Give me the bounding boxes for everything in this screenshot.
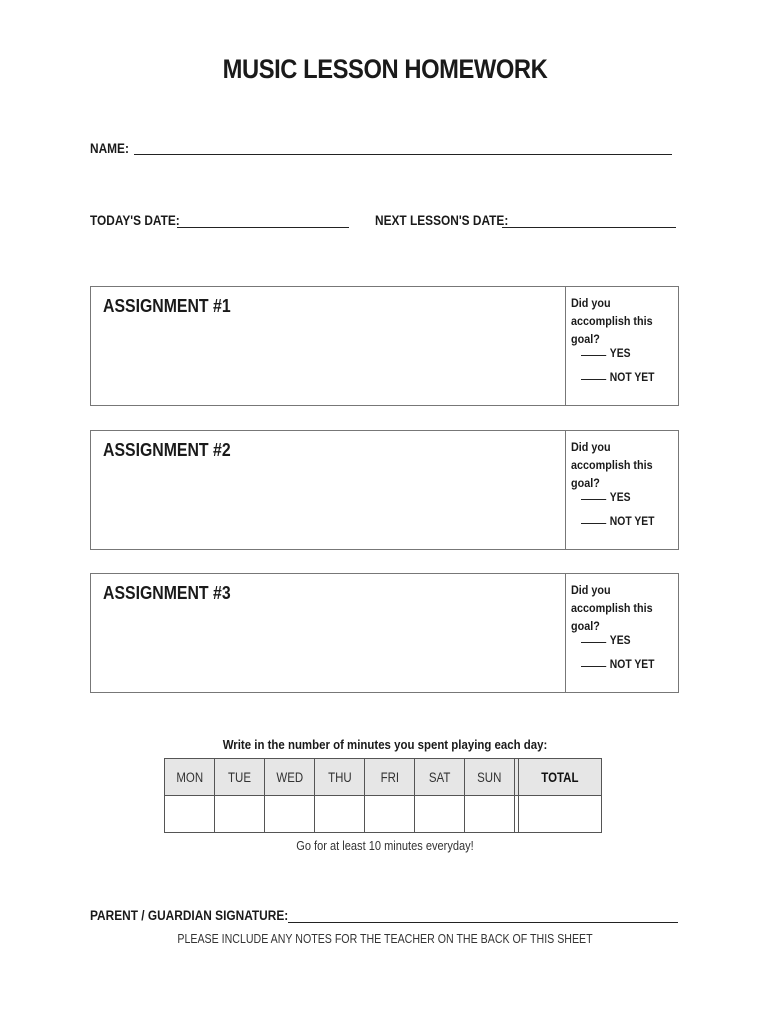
day-header-thu: THU — [315, 759, 365, 796]
practice-log-entry-row — [165, 796, 602, 833]
yes-label: YES — [609, 348, 631, 360]
minutes-cell-tue[interactable] — [215, 796, 265, 833]
total-header: TOTAL — [519, 759, 602, 796]
assignment-divider — [565, 431, 566, 549]
assignment-box-2[interactable] — [90, 430, 679, 550]
not-yet-option[interactable] — [581, 372, 654, 384]
goal-question: Did you accomplish this goal? — [571, 296, 653, 346]
todays-date-field[interactable] — [177, 227, 349, 228]
signature-field[interactable] — [288, 922, 678, 923]
assignment-divider — [565, 574, 566, 692]
minutes-cell-thu[interactable] — [315, 796, 365, 833]
yes-label: YES — [609, 635, 631, 647]
yes-option[interactable] — [581, 492, 631, 504]
yes-blank[interactable] — [581, 355, 606, 356]
day-header-wed: WED — [265, 759, 315, 796]
practice-log-table — [164, 758, 602, 833]
minutes-cell-sat[interactable] — [415, 796, 465, 833]
day-header-tue: TUE — [215, 759, 265, 796]
name-label: NAME: — [90, 141, 129, 156]
assignment-title: ASSIGNMENT #2 — [103, 440, 231, 460]
minutes-cell-wed[interactable] — [265, 796, 315, 833]
footer-note: PLEASE INCLUDE ANY NOTES FOR THE TEACHER ON THE BACK OF THIS SHEET — [177, 932, 593, 946]
practice-instruction: Write in the number of minutes you spent playing each day: — [222, 737, 548, 752]
goal-note: Go for at least 10 minutes everyday! — [296, 838, 474, 853]
name-field[interactable] — [134, 154, 672, 155]
yes-blank[interactable] — [581, 642, 606, 643]
yes-blank[interactable] — [581, 499, 606, 500]
not-yet-blank[interactable] — [581, 666, 606, 667]
assignment-box-3[interactable] — [90, 573, 679, 693]
page-title: MUSIC LESSON HOMEWORK — [222, 54, 548, 84]
minutes-cell-sun[interactable] — [465, 796, 515, 833]
not-yet-label: NOT YET — [609, 516, 655, 528]
minutes-cell-fri[interactable] — [365, 796, 415, 833]
not-yet-blank[interactable] — [581, 379, 606, 380]
not-yet-option[interactable] — [581, 516, 654, 528]
day-header-sun: SUN — [465, 759, 515, 796]
minutes-cell-mon[interactable] — [165, 796, 215, 833]
todays-date-label: TODAY'S DATE: — [90, 213, 180, 228]
not-yet-option[interactable] — [581, 659, 654, 671]
assignment-title: ASSIGNMENT #1 — [103, 296, 231, 316]
goal-question: Did you accomplish this goal? — [571, 583, 653, 633]
minutes-cell-total[interactable] — [519, 796, 602, 833]
next-lesson-date-label: NEXT LESSON'S DATE: — [375, 213, 509, 228]
yes-option[interactable] — [581, 635, 631, 647]
day-header-mon: MON — [165, 759, 215, 796]
not-yet-label: NOT YET — [609, 372, 655, 384]
next-lesson-date-field[interactable] — [502, 227, 676, 228]
goal-question: Did you accomplish this goal? — [571, 440, 653, 490]
yes-option[interactable] — [581, 348, 631, 360]
assignment-box-1[interactable] — [90, 286, 679, 406]
yes-label: YES — [609, 492, 631, 504]
day-header-fri: FRI — [365, 759, 415, 796]
not-yet-label: NOT YET — [609, 659, 655, 671]
not-yet-blank[interactable] — [581, 523, 606, 524]
practice-log-header-row — [165, 759, 602, 796]
assignment-title: ASSIGNMENT #3 — [103, 583, 231, 603]
signature-label: PARENT / GUARDIAN SIGNATURE: — [90, 908, 289, 923]
day-header-sat: SAT — [415, 759, 465, 796]
assignment-divider — [565, 287, 566, 405]
